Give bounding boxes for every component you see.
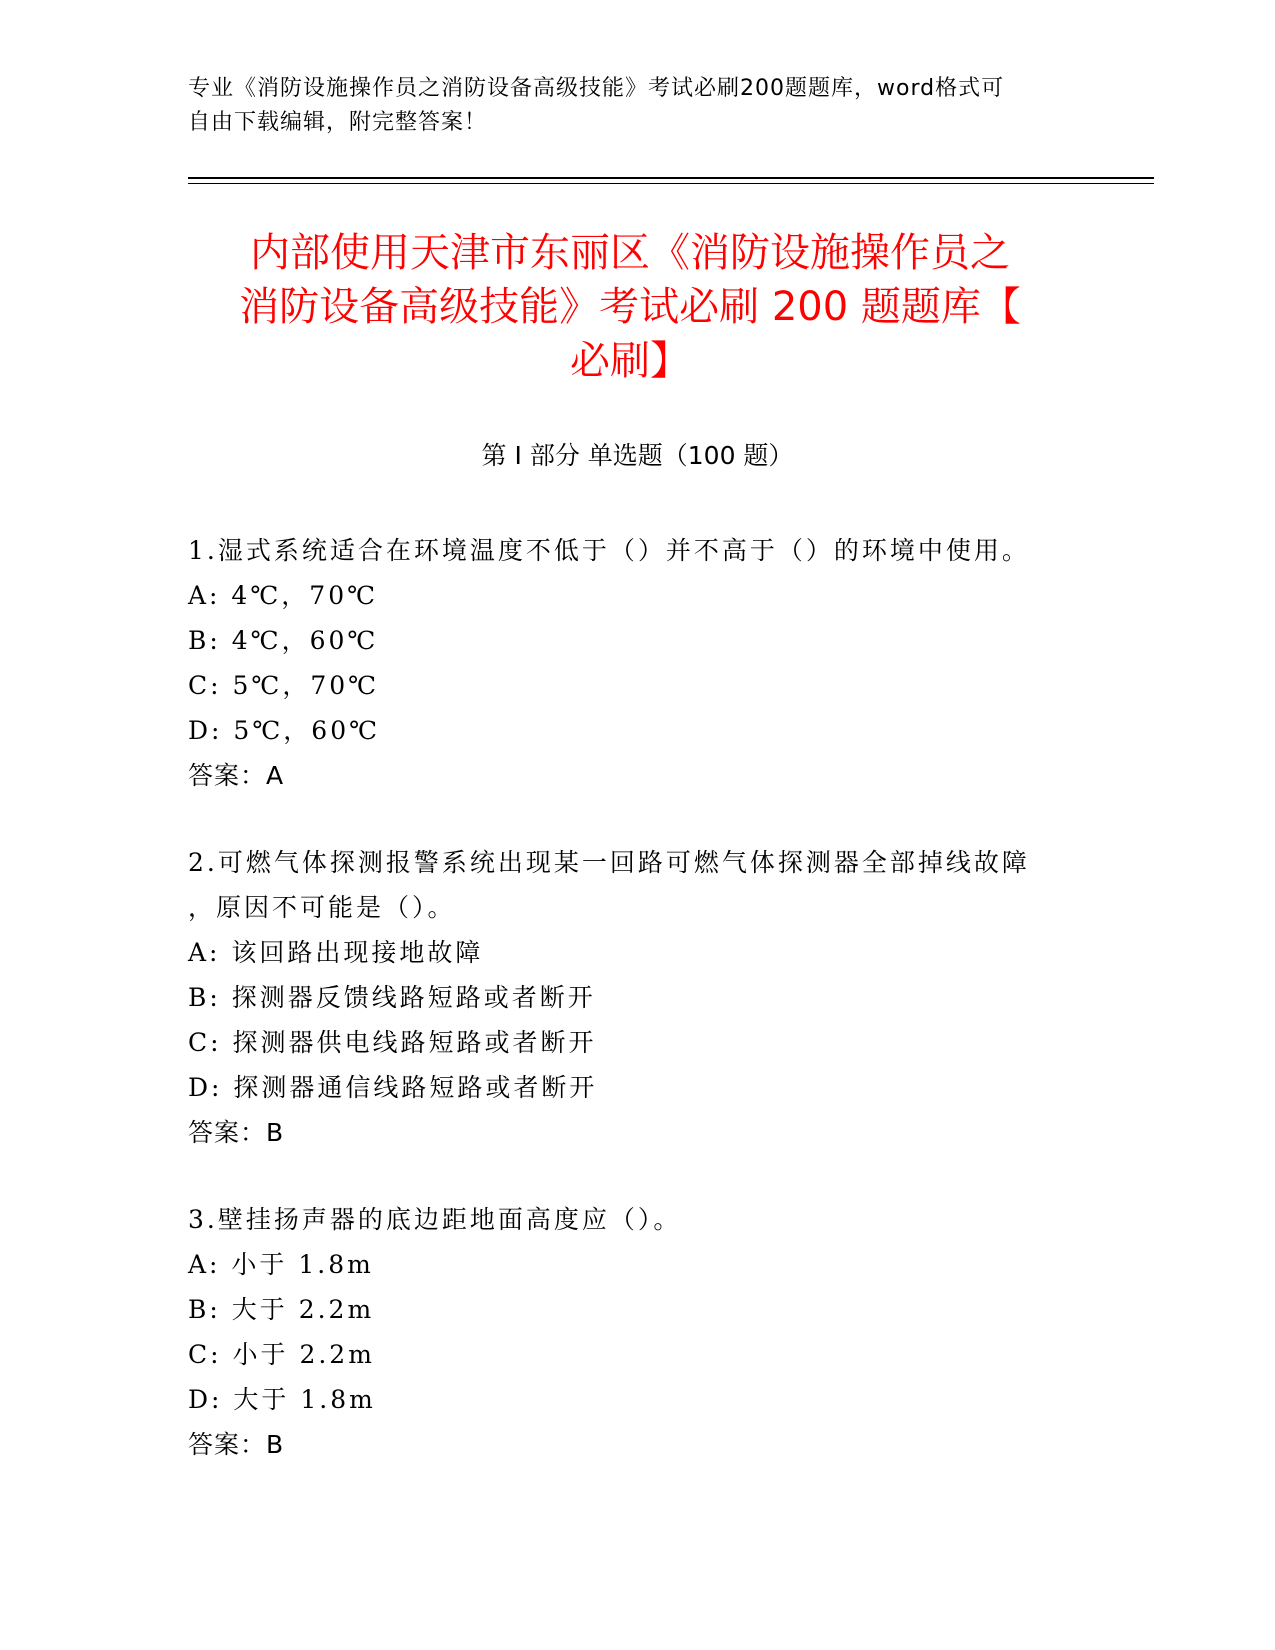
question-3 — [188, 1197, 1088, 1467]
answer-label: 答案：B — [188, 1430, 285, 1459]
answer-label: 答案：A — [188, 761, 285, 790]
question-2 — [188, 840, 1088, 1155]
header-note-line-2: 自由下载编辑，附完整答案！ — [188, 110, 488, 135]
question-stem: 2.可燃气体探测报警系统出现某一回路可燃气体探测器全部掉线故障 — [188, 848, 1030, 877]
option-a: A: 该回路出现接地故障 — [188, 938, 484, 967]
document-title — [180, 226, 1080, 388]
header-divider-thick — [188, 177, 1154, 179]
option-b: B: 大于 2.2m — [188, 1295, 375, 1324]
section-heading: 第 I 部分 单选题（100 题） — [481, 441, 794, 470]
option-b: B: 4℃，60℃ — [188, 626, 379, 655]
document-title-line-3: 必刷】 — [570, 338, 690, 384]
option-a: A: 4℃，70℃ — [188, 581, 379, 610]
answer-label: 答案：B — [188, 1118, 285, 1147]
document-title-line-1: 内部使用天津市东丽区《消防设施操作员之 — [250, 230, 1010, 276]
document-title-line-2: 消防设备高级技能》考试必刷 200 题题库【 — [239, 284, 1021, 330]
header-note — [188, 72, 1068, 140]
question-stem: 1.湿式系统适合在环境温度不低于（）并不高于（）的环境中使用。 — [188, 536, 1030, 565]
question-stem: 3.壁挂扬声器的底边距地面高度应（）。 — [188, 1205, 682, 1234]
option-c: C: 5℃，70℃ — [188, 671, 380, 700]
option-d: D: 大于 1.8m — [188, 1385, 376, 1414]
option-b: B: 探测器反馈线路短路或者断开 — [188, 983, 596, 1012]
question-1 — [188, 528, 1088, 798]
header-note-line-1: 专业《消防设施操作员之消防设备高级技能》考试必刷200题题库，word格式可 — [188, 76, 1005, 101]
option-c: C: 小于 2.2m — [188, 1340, 375, 1369]
option-d: D: 探测器通信线路短路或者断开 — [188, 1073, 598, 1102]
option-d: D: 5℃，60℃ — [188, 716, 381, 745]
option-a: A: 小于 1.8m — [188, 1250, 374, 1279]
option-c: C: 探测器供电线路短路或者断开 — [188, 1028, 597, 1057]
question-list — [188, 528, 1088, 1509]
question-stem-continued: ，原因不可能是（）。 — [188, 893, 456, 922]
header-divider-thin — [188, 183, 1154, 184]
